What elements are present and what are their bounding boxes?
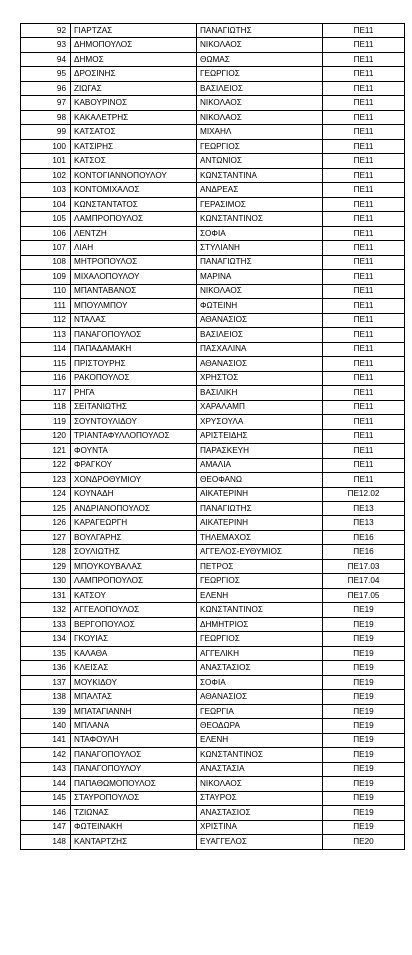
surname-cell: ΚΑΝΤΑΡΤΖΗΣ [71, 835, 197, 849]
first-name-cell: ΝΙΚΟΛΑΟΣ [197, 284, 323, 298]
surname-cell: ΡΗΓΑ [71, 386, 197, 400]
table-row [21, 226, 405, 240]
table-row [21, 197, 405, 211]
row-number: 120 [21, 429, 71, 443]
table-row [21, 342, 405, 356]
specialty-cell: ΠΕ12.02 [323, 487, 405, 501]
specialty-cell: ΠΕ19 [323, 762, 405, 776]
specialty-cell: ΠΕ19 [323, 820, 405, 834]
first-name-cell: ΧΡΗΣΤΟΣ [197, 371, 323, 385]
specialty-cell: ΠΕ11 [323, 183, 405, 197]
specialty-cell: ΠΕ11 [323, 429, 405, 443]
surname-cell: ΛΑΜΠΡΟΠΟΥΛΟΣ [71, 212, 197, 226]
specialty-cell: ΠΕ16 [323, 545, 405, 559]
specialty-cell: ΠΕ11 [323, 284, 405, 298]
first-name-cell: ΣΟΦΙΑ [197, 675, 323, 689]
specialty-cell: ΠΕ19 [323, 806, 405, 820]
row-number: 148 [21, 835, 71, 849]
first-name-cell: ΠΑΝΑΓΙΩΤΗΣ [197, 24, 323, 38]
first-name-cell: ΠΑΡΑΣΚΕΥΗ [197, 444, 323, 458]
first-name-cell: ΓΕΩΡΓΙΟΣ [197, 574, 323, 588]
surname-cell: ΛΑΜΠΡΟΠΟΥΛΟΣ [71, 574, 197, 588]
personnel-table [20, 23, 405, 850]
specialty-cell: ΠΕ11 [323, 415, 405, 429]
table-row [21, 444, 405, 458]
row-number: 123 [21, 473, 71, 487]
surname-cell: ΤΖΙΩΝΑΣ [71, 806, 197, 820]
surname-cell: ΜΠΟΥΛΜΠΟΥ [71, 299, 197, 313]
surname-cell: ΣΟΥΝΤΟΥΛΙΔΟΥ [71, 415, 197, 429]
specialty-cell: ΠΕ11 [323, 241, 405, 255]
surname-cell: ΜΠΟΥΚΟΥΒΑΛΑΣ [71, 559, 197, 573]
row-number: 106 [21, 226, 71, 240]
surname-cell: ΔΗΜΟΠΟΥΛΟΣ [71, 38, 197, 52]
table-row [21, 168, 405, 182]
table-row [21, 125, 405, 139]
table-row [21, 820, 405, 834]
specialty-cell: ΠΕ11 [323, 226, 405, 240]
surname-cell: ΚΑΡΑΓΕΩΡΓΗ [71, 516, 197, 530]
first-name-cell: ΑΝΔΡΕΑΣ [197, 183, 323, 197]
specialty-cell: ΠΕ11 [323, 458, 405, 472]
surname-cell: ΚΟΝΤΟΓΙΑΝΝΟΠΟΥΛΟΥ [71, 168, 197, 182]
row-number: 129 [21, 559, 71, 573]
table-row [21, 545, 405, 559]
table-row [21, 299, 405, 313]
surname-cell: ΠΡΙΣΤΟΥΡΗΣ [71, 357, 197, 371]
specialty-cell: ΠΕ19 [323, 617, 405, 631]
row-number: 94 [21, 52, 71, 66]
first-name-cell: ΘΕΟΦΑΝΩ [197, 473, 323, 487]
surname-cell: ΦΡΑΓΚΟΥ [71, 458, 197, 472]
table-row [21, 357, 405, 371]
surname-cell: ΚΟΝΤΟΜΙΧΑΛΟΣ [71, 183, 197, 197]
first-name-cell: ΜΙΧΑΗΛ [197, 125, 323, 139]
row-number: 130 [21, 574, 71, 588]
surname-cell: ΦΟΥΝΤΑ [71, 444, 197, 458]
specialty-cell: ΠΕ17.05 [323, 588, 405, 602]
row-number: 135 [21, 646, 71, 660]
row-number: 137 [21, 675, 71, 689]
specialty-cell: ΠΕ19 [323, 748, 405, 762]
first-name-cell: ΑΝΑΣΤΑΣΙΑ [197, 762, 323, 776]
row-number: 107 [21, 241, 71, 255]
first-name-cell: ΘΕΟΔΩΡΑ [197, 719, 323, 733]
specialty-cell: ΠΕ11 [323, 212, 405, 226]
row-number: 147 [21, 820, 71, 834]
surname-cell: ΣΕΙΤΑΝΙΩΤΗΣ [71, 400, 197, 414]
surname-cell: ΚΑΤΣΙΡΗΣ [71, 139, 197, 153]
row-number: 108 [21, 255, 71, 269]
table-row [21, 719, 405, 733]
first-name-cell: ΚΩΝΣΤΑΝΤΙΝΟΣ [197, 212, 323, 226]
first-name-cell: ΧΑΡΑΛΑΜΠ [197, 400, 323, 414]
table-row [21, 458, 405, 472]
table-row [21, 371, 405, 385]
row-number: 133 [21, 617, 71, 631]
first-name-cell: ΑΝΑΣΤΑΣΙΟΣ [197, 806, 323, 820]
row-number: 97 [21, 96, 71, 110]
row-number: 119 [21, 415, 71, 429]
specialty-cell: ΠΕ11 [323, 125, 405, 139]
row-number: 104 [21, 197, 71, 211]
row-number: 144 [21, 777, 71, 791]
specialty-cell: ΠΕ11 [323, 52, 405, 66]
table-row [21, 110, 405, 124]
first-name-cell: ΓΕΩΡΓΙΟΣ [197, 67, 323, 81]
specialty-cell: ΠΕ17.03 [323, 559, 405, 573]
specialty-cell: ΠΕ11 [323, 400, 405, 414]
first-name-cell: ΑΜΑΛΙΑ [197, 458, 323, 472]
specialty-cell: ΠΕ19 [323, 632, 405, 646]
surname-cell: ΒΕΡΓΟΠΟΥΛΟΣ [71, 617, 197, 631]
specialty-cell: ΠΕ11 [323, 38, 405, 52]
table-row [21, 574, 405, 588]
first-name-cell: ΠΑΣΧΑΛΙΝΑ [197, 342, 323, 356]
surname-cell: ΜΗΤΡΟΠΟΥΛΟΣ [71, 255, 197, 269]
first-name-cell: ΓΕΡΑΣΙΜΟΣ [197, 197, 323, 211]
surname-cell: ΛΕΝΤΖΗ [71, 226, 197, 240]
surname-cell: ΤΡΙΑΝΤΑΦΥΛΛΟΠΟΥΛΟΣ [71, 429, 197, 443]
first-name-cell: ΠΕΤΡΟΣ [197, 559, 323, 573]
surname-cell: ΚΟΥΝΑΔΗ [71, 487, 197, 501]
row-number: 112 [21, 313, 71, 327]
row-number: 111 [21, 299, 71, 313]
table-row [21, 241, 405, 255]
row-number: 136 [21, 661, 71, 675]
surname-cell: ΠΑΝΑΓΟΠΟΥΛΟΣ [71, 748, 197, 762]
table-row [21, 675, 405, 689]
first-name-cell: ΑΘΑΝΑΣΙΟΣ [197, 357, 323, 371]
table-row [21, 38, 405, 52]
row-number: 121 [21, 444, 71, 458]
first-name-cell: ΚΩΝΣΤΑΝΤΙΝΟΣ [197, 748, 323, 762]
table-row [21, 603, 405, 617]
first-name-cell: ΣΟΦΙΑ [197, 226, 323, 240]
row-number: 92 [21, 24, 71, 38]
surname-cell: ΑΝΔΡΙΑΝΟΠΟΥΛΟΣ [71, 501, 197, 515]
surname-cell: ΚΑΛΑΘΑ [71, 646, 197, 660]
first-name-cell: ΧΡΥΣΟΥΛΑ [197, 415, 323, 429]
surname-cell: ΠΑΠΑΔΑΜΑΚΗ [71, 342, 197, 356]
table-row [21, 748, 405, 762]
table-row [21, 429, 405, 443]
surname-cell: ΜΠΛΑΝΑ [71, 719, 197, 733]
specialty-cell: ΠΕ19 [323, 603, 405, 617]
row-number: 116 [21, 371, 71, 385]
first-name-cell: ΑΙΚΑΤΕΡΙΝΗ [197, 516, 323, 530]
surname-cell: ΜΠΑΝΤΑΒΑΝΟΣ [71, 284, 197, 298]
specialty-cell: ΠΕ11 [323, 67, 405, 81]
specialty-cell: ΠΕ11 [323, 270, 405, 284]
row-number: 117 [21, 386, 71, 400]
first-name-cell: ΑΡΙΣΤΕΙΔΗΣ [197, 429, 323, 443]
first-name-cell: ΠΑΝΑΓΙΩΤΗΣ [197, 255, 323, 269]
row-number: 102 [21, 168, 71, 182]
table-row [21, 52, 405, 66]
row-number: 141 [21, 733, 71, 747]
specialty-cell: ΠΕ19 [323, 690, 405, 704]
specialty-cell: ΠΕ11 [323, 371, 405, 385]
first-name-cell: ΒΑΣΙΛΕΙΟΣ [197, 81, 323, 95]
specialty-cell: ΠΕ19 [323, 661, 405, 675]
first-name-cell: ΘΩΜΑΣ [197, 52, 323, 66]
specialty-cell: ΠΕ17.04 [323, 574, 405, 588]
row-number: 126 [21, 516, 71, 530]
surname-cell: ΚΑΤΣΟΣ [71, 154, 197, 168]
row-number: 115 [21, 357, 71, 371]
table-row [21, 516, 405, 530]
specialty-cell: ΠΕ11 [323, 386, 405, 400]
table-row [21, 212, 405, 226]
row-number: 100 [21, 139, 71, 153]
first-name-cell: ΜΑΡΙΝΑ [197, 270, 323, 284]
first-name-cell: ΑΝΑΣΤΑΣΙΟΣ [197, 661, 323, 675]
surname-cell: ΓΚΟΥΙΑΣ [71, 632, 197, 646]
table-row [21, 501, 405, 515]
surname-cell: ΜΙΧΑΛΟΠΟΥΛΟΥ [71, 270, 197, 284]
row-number: 122 [21, 458, 71, 472]
first-name-cell: ΑΘΑΝΑΣΙΟΣ [197, 313, 323, 327]
surname-cell: ΚΩΝΣΤΑΝΤΑΤΟΣ [71, 197, 197, 211]
specialty-cell: ΠΕ11 [323, 299, 405, 313]
table-row [21, 313, 405, 327]
table-row [21, 661, 405, 675]
first-name-cell: ΓΕΩΡΓΙΟΣ [197, 632, 323, 646]
specialty-cell: ΠΕ19 [323, 675, 405, 689]
table-row [21, 328, 405, 342]
surname-cell: ΜΠΑΤΑΓΙΑΝΝΗ [71, 704, 197, 718]
specialty-cell: ΠΕ11 [323, 197, 405, 211]
row-number: 146 [21, 806, 71, 820]
specialty-cell: ΠΕ11 [323, 96, 405, 110]
surname-cell: ΧΟΝΔΡΟΘΥΜΙΟΥ [71, 473, 197, 487]
row-number: 131 [21, 588, 71, 602]
surname-cell: ΔΡΟΣΙΝΗΣ [71, 67, 197, 81]
table-row [21, 632, 405, 646]
surname-cell: ΡΑΚΟΠΟΥΛΟΣ [71, 371, 197, 385]
table-row [21, 559, 405, 573]
first-name-cell: ΝΙΚΟΛΑΟΣ [197, 110, 323, 124]
specialty-cell: ΠΕ11 [323, 139, 405, 153]
specialty-cell: ΠΕ11 [323, 328, 405, 342]
row-number: 110 [21, 284, 71, 298]
specialty-cell: ΠΕ11 [323, 168, 405, 182]
row-number: 95 [21, 67, 71, 81]
specialty-cell: ΠΕ20 [323, 835, 405, 849]
surname-cell: ΓΙΑΡΤΖΑΣ [71, 24, 197, 38]
first-name-cell: ΝΙΚΟΛΑΟΣ [197, 777, 323, 791]
surname-cell: ΛΙΑΗ [71, 241, 197, 255]
table-row [21, 835, 405, 849]
table-row [21, 690, 405, 704]
surname-cell: ΠΑΝΑΓΟΠΟΥΛΟΥ [71, 762, 197, 776]
surname-cell: ΠΑΝΑΓΟΠΟΥΛΟΣ [71, 328, 197, 342]
first-name-cell: ΝΙΚΟΛΑΟΣ [197, 96, 323, 110]
surname-cell: ΚΑΤΣΟΥ [71, 588, 197, 602]
surname-cell: ΝΤΑΛΑΣ [71, 313, 197, 327]
row-number: 138 [21, 690, 71, 704]
table-row [21, 139, 405, 153]
table-row [21, 791, 405, 805]
surname-cell: ΖΙΩΓΑΣ [71, 81, 197, 95]
row-number: 101 [21, 154, 71, 168]
specialty-cell: ΠΕ11 [323, 81, 405, 95]
surname-cell: ΑΓΓΕΛΟΠΟΥΛΟΣ [71, 603, 197, 617]
row-number: 105 [21, 212, 71, 226]
surname-cell: ΣΟΥΛΙΩΤΗΣ [71, 545, 197, 559]
first-name-cell: ΚΩΝΣΤΑΝΤΙΝΟΣ [197, 603, 323, 617]
first-name-cell: ΝΙΚΟΛΑΟΣ [197, 38, 323, 52]
table-row [21, 400, 405, 414]
row-number: 142 [21, 748, 71, 762]
specialty-cell: ΠΕ11 [323, 342, 405, 356]
table-row [21, 762, 405, 776]
specialty-cell: ΠΕ19 [323, 777, 405, 791]
first-name-cell: ΕΛΕΝΗ [197, 588, 323, 602]
row-number: 139 [21, 704, 71, 718]
row-number: 114 [21, 342, 71, 356]
first-name-cell: ΑΘΑΝΑΣΙΟΣ [197, 690, 323, 704]
row-number: 127 [21, 530, 71, 544]
surname-cell: ΚΑΒΟΥΡΙΝΟΣ [71, 96, 197, 110]
surname-cell: ΣΤΑΥΡΟΠΟΥΛΟΣ [71, 791, 197, 805]
table-row [21, 415, 405, 429]
table-row [21, 270, 405, 284]
surname-cell: ΒΟΥΛΓΑΡΗΣ [71, 530, 197, 544]
table-row [21, 386, 405, 400]
row-number: 113 [21, 328, 71, 342]
specialty-cell: ΠΕ13 [323, 501, 405, 515]
row-number: 98 [21, 110, 71, 124]
row-number: 93 [21, 38, 71, 52]
row-number: 96 [21, 81, 71, 95]
surname-cell: ΚΛΕΙΣΑΣ [71, 661, 197, 675]
table-row [21, 617, 405, 631]
specialty-cell: ΠΕ11 [323, 255, 405, 269]
first-name-cell: ΑΝΤΩΝΙΟΣ [197, 154, 323, 168]
table-row [21, 154, 405, 168]
surname-cell: ΦΩΤΕΙΝΑΚΗ [71, 820, 197, 834]
first-name-cell: ΤΗΛΕΜΑΧΟΣ [197, 530, 323, 544]
table-row [21, 646, 405, 660]
surname-cell: ΝΤΑΦΟΥΛΗ [71, 733, 197, 747]
table-row [21, 704, 405, 718]
table-row [21, 777, 405, 791]
first-name-cell: ΣΤΥΛΙΑΝΗ [197, 241, 323, 255]
first-name-cell: ΕΥΑΓΓΕΛΟΣ [197, 835, 323, 849]
specialty-cell: ΠΕ11 [323, 473, 405, 487]
surname-cell: ΚΑΚΑΛΕΤΡΗΣ [71, 110, 197, 124]
first-name-cell: ΣΤΑΥΡΟΣ [197, 791, 323, 805]
first-name-cell: ΓΕΩΡΓΙΟΣ [197, 139, 323, 153]
row-number: 128 [21, 545, 71, 559]
row-number: 99 [21, 125, 71, 139]
table-row [21, 473, 405, 487]
surname-cell: ΜΠΑΛΤΑΣ [71, 690, 197, 704]
table-row [21, 284, 405, 298]
first-name-cell: ΒΑΣΙΛΕΙΟΣ [197, 328, 323, 342]
table-row [21, 487, 405, 501]
surname-cell: ΚΑΤΣΑΤΟΣ [71, 125, 197, 139]
first-name-cell: ΦΩΤΕΙΝΗ [197, 299, 323, 313]
row-number: 132 [21, 603, 71, 617]
row-number: 140 [21, 719, 71, 733]
surname-cell: ΜΟΥΚΙΔΟΥ [71, 675, 197, 689]
specialty-cell: ΠΕ13 [323, 516, 405, 530]
specialty-cell: ΠΕ11 [323, 110, 405, 124]
specialty-cell: ΠΕ11 [323, 444, 405, 458]
specialty-cell: ΠΕ19 [323, 733, 405, 747]
table-row [21, 733, 405, 747]
first-name-cell: ΑΙΚΑΤΕΡΙΝΗ [197, 487, 323, 501]
surname-cell: ΔΗΜΟΣ [71, 52, 197, 66]
row-number: 124 [21, 487, 71, 501]
row-number: 145 [21, 791, 71, 805]
row-number: 109 [21, 270, 71, 284]
first-name-cell: ΧΡΙΣΤΙΝΑ [197, 820, 323, 834]
row-number: 118 [21, 400, 71, 414]
row-number: 143 [21, 762, 71, 776]
table-row [21, 24, 405, 38]
row-number: 103 [21, 183, 71, 197]
first-name-cell: ΕΛΕΝΗ [197, 733, 323, 747]
first-name-cell: ΑΓΓΕΛΟΣ-ΕΥΘΥΜΙΟΣ [197, 545, 323, 559]
table-row [21, 530, 405, 544]
table-row [21, 96, 405, 110]
row-number: 134 [21, 632, 71, 646]
specialty-cell: ΠΕ19 [323, 704, 405, 718]
first-name-cell: ΒΑΣΙΛΙΚΗ [197, 386, 323, 400]
table-row [21, 255, 405, 269]
specialty-cell: ΠΕ19 [323, 791, 405, 805]
first-name-cell: ΚΩΝΣΤΑΝΤΙΝΑ [197, 168, 323, 182]
first-name-cell: ΠΑΝΑΓΙΩΤΗΣ [197, 501, 323, 515]
table-row [21, 183, 405, 197]
specialty-cell: ΠΕ16 [323, 530, 405, 544]
specialty-cell: ΠΕ19 [323, 719, 405, 733]
table-row [21, 806, 405, 820]
specialty-cell: ΠΕ11 [323, 357, 405, 371]
specialty-cell: ΠΕ11 [323, 313, 405, 327]
table-row [21, 67, 405, 81]
surname-cell: ΠΑΠΑΘΩΜΟΠΟΥΛΟΣ [71, 777, 197, 791]
table-row [21, 81, 405, 95]
specialty-cell: ΠΕ19 [323, 646, 405, 660]
personnel-table-body [21, 24, 405, 850]
specialty-cell: ΠΕ11 [323, 24, 405, 38]
row-number: 125 [21, 501, 71, 515]
first-name-cell: ΔΗΜΗΤΡΙΟΣ [197, 617, 323, 631]
specialty-cell: ΠΕ11 [323, 154, 405, 168]
first-name-cell: ΓΕΩΡΓΙΑ [197, 704, 323, 718]
first-name-cell: ΑΓΓΕΛΙΚΗ [197, 646, 323, 660]
table-row [21, 588, 405, 602]
